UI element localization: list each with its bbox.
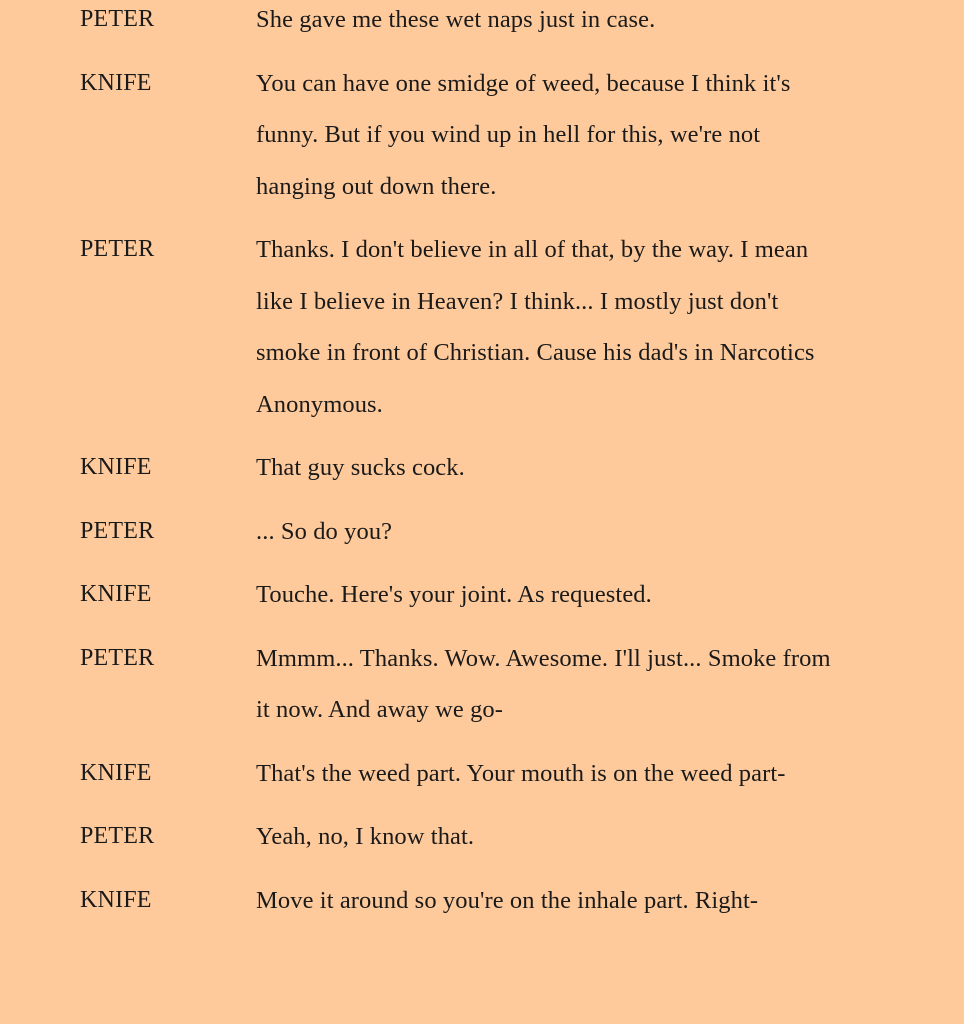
speaker-name: PETER xyxy=(80,823,155,849)
speaker-name: PETER xyxy=(80,6,155,32)
dialogue-text: You can have one smidge of weed, because I think it's funny. But if you wind up in hell for this, we're not hanging out down there. xyxy=(256,69,791,200)
speaker-name: PETER xyxy=(80,644,155,671)
dialogue-text: ... So do you? xyxy=(256,517,393,545)
dialogue-line xyxy=(0,875,964,927)
dialogue-line xyxy=(0,569,964,621)
speaker-name: KNIFE xyxy=(80,759,152,786)
dialogue-text: That's the weed part. Your mouth is on the weed part- xyxy=(256,759,786,787)
speaker-name: KNIFE xyxy=(80,581,152,607)
speaker-name: PETER xyxy=(80,236,155,262)
dialogue-text: Yeah, no, I know that. xyxy=(256,823,475,850)
dialogue-text: Move it around so you're on the inhale part. Right- xyxy=(256,886,759,914)
speaker-name: KNIFE xyxy=(80,454,152,480)
speaker-name: KNIFE xyxy=(80,69,152,96)
speaker-name: KNIFE xyxy=(80,886,152,913)
dialogue-line xyxy=(0,811,964,863)
dialogue-line xyxy=(0,442,964,494)
dialogue-text: She gave me these wet naps just in case. xyxy=(256,6,656,33)
dialogue-line xyxy=(0,224,964,430)
dialogue-text: That guy sucks cock. xyxy=(256,454,465,481)
speaker-name: PETER xyxy=(80,517,155,544)
dialogue-text: Thanks. I don't believe in all of that, by the way. I mean like I believe in Heaven? I think... I mostly just don't smoke in front of Christian. Cause his dad's in Narcotics Anonymous. xyxy=(256,236,815,418)
dialogue-line xyxy=(0,633,964,736)
dialogue-line xyxy=(0,748,964,800)
dialogue-line xyxy=(0,58,964,213)
dialogue-text: Touche. Here's your joint. As requested. xyxy=(256,581,652,608)
dialogue-text: Mmmm... Thanks. Wow. Awesome. I'll just... Smoke from it now. And away we go- xyxy=(256,644,831,723)
dialogue-line xyxy=(0,506,964,558)
dialogue-line xyxy=(0,0,964,46)
